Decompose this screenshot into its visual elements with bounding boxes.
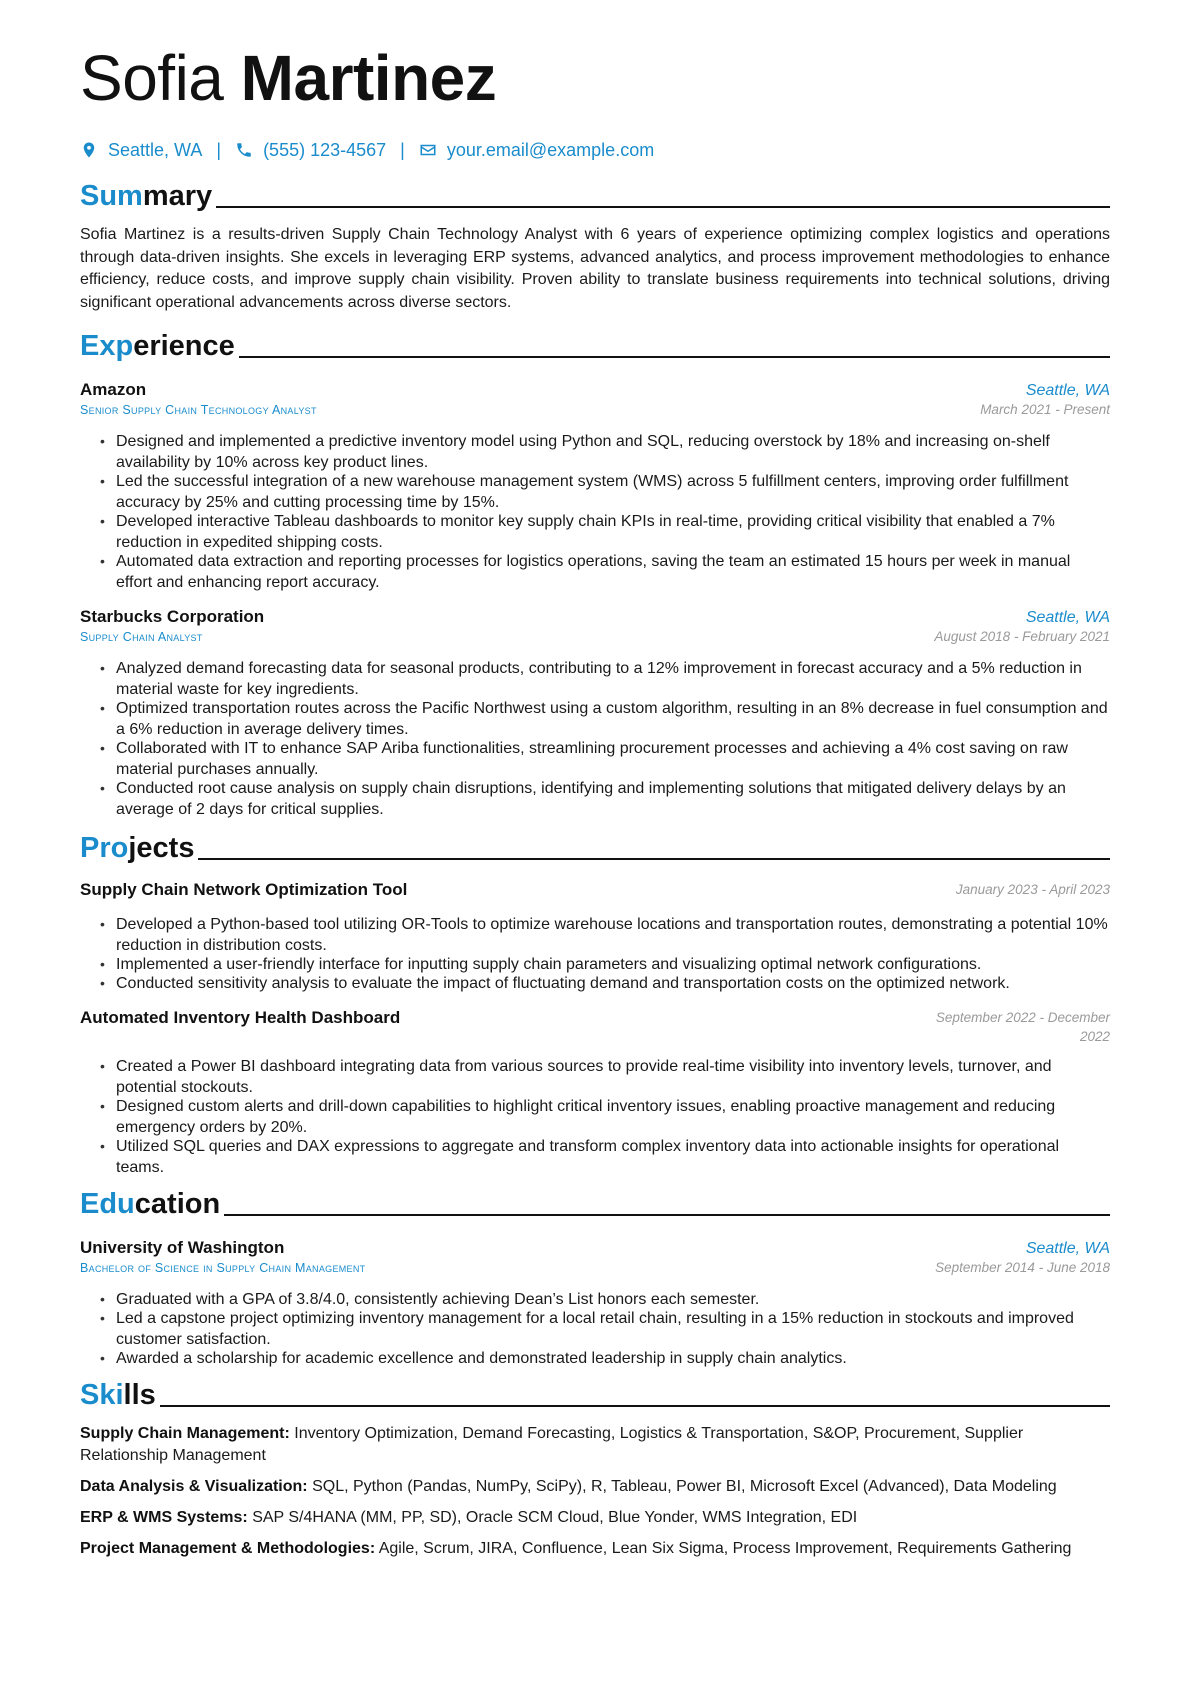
- summary-heading: [80, 174, 1110, 214]
- project-entry: [80, 880, 1110, 994]
- skill-value: Inventory Optimization, Demand Forecasting, Logistics & Transportation, S&OP, Procurement, Supplier Relationship Management: [80, 1425, 1024, 1464]
- map-pin-icon: [80, 141, 98, 159]
- project-name: Supply Chain Network Optimization Tool: [80, 880, 408, 899]
- contact-phone[interactable]: [235, 140, 386, 161]
- company-name: Starbucks Corporation: [80, 607, 265, 626]
- list-item: • Conducted sensitivity analysis to evaluate the impact of fluctuating demand and transportation costs on the optimized network.: [116, 973, 1110, 994]
- list-item: • Utilized SQL queries and DAX expressions to aggregate and transform complex inventory data into actionable insights for operational teams.: [116, 1136, 1110, 1178]
- project-name: Automated Inventory Health Dashboard: [80, 1008, 401, 1027]
- projects-title-rest: jects: [128, 832, 195, 864]
- summary-text: Sofia Martinez is a results-driven Supply Chain Technology Analyst with 6 years of experience optimizing complex logistics and operations through data-driven insights. She excels in leveraging ERP systems, advanced analytics, and process improvement methodologies to enhance efficiency, reduce costs, and improve supply chain visibility. Proven ability to translate business requirements into technical solutions, driving significant operational advancements across diverse sectors.: [80, 226, 1110, 311]
- skills-title-accent: Ski: [80, 1379, 124, 1411]
- skills-heading: [80, 1373, 1110, 1413]
- list-item: • Implemented a user-friendly interface for inputting supply chain parameters and visualizing optimal network configurations.: [116, 954, 1110, 975]
- school-name: University of Washington: [80, 1238, 285, 1257]
- contact-separator: |: [216, 139, 222, 160]
- last-name: Martinez: [240, 42, 497, 114]
- education-date: September 2014 - June 2018: [935, 1260, 1110, 1275]
- list-item: • Designed custom alerts and drill-down capabilities to highlight critical inventory issues, enabling proactive management and reducing emergency orders by 20%.: [116, 1096, 1110, 1138]
- education-bullets: [80, 1289, 1110, 1369]
- skill-line: [80, 1476, 1110, 1498]
- list-item: • Graduated with a GPA of 3.8/4.0, consistently achieving Dean’s List honors each semester.: [116, 1289, 1110, 1310]
- list-item: • Automated data extraction and reporting processes for logistics operations, saving the team an estimated 15 hours per week in manual effort and enhancing report accuracy.: [116, 551, 1110, 593]
- skill-value: Agile, Scrum, JIRA, Confluence, Lean Six Sigma, Process Improvement, Requirements Gathering: [378, 1540, 1072, 1557]
- experience-title-rest: erience: [133, 330, 235, 362]
- job-bullets: [80, 431, 1110, 593]
- phone-text: (555) 123-4567: [263, 139, 387, 160]
- first-name: Sofia: [80, 42, 224, 114]
- location-text: Seattle, WA: [108, 139, 203, 160]
- job-date: March 2021 - Present: [980, 402, 1110, 417]
- school-location: Seattle, WA: [1025, 1240, 1110, 1257]
- project-entry: [80, 1008, 1110, 1178]
- job-role: Senior Supply Chain Technology Analyst: [80, 403, 317, 417]
- contact-bar: [80, 138, 1110, 162]
- job-location: Seattle, WA: [1025, 609, 1110, 626]
- list-item: • Created a Power BI dashboard integrating data from various sources to provide real-time visibility into inventory levels, turnover, and potential stockouts.: [116, 1056, 1110, 1098]
- project-bullets: [80, 914, 1110, 994]
- education-entry: [80, 1238, 1110, 1369]
- skill-label: Project Management & Methodologies:: [80, 1540, 376, 1557]
- degree-name: Bachelor of Science in Supply Chain Management: [80, 1261, 366, 1275]
- job-role: Supply Chain Analyst: [80, 630, 203, 644]
- job-date: August 2018 - February 2021: [934, 629, 1110, 644]
- projects-title-accent: Pro: [80, 832, 129, 864]
- list-item: • Analyzed demand forecasting data for seasonal products, contributing to a 12% improvement in forecast accuracy and a 5% reduction in material waste for key ingredients.: [116, 658, 1110, 700]
- contact-separator: |: [400, 139, 405, 160]
- section-rule: [239, 356, 1110, 358]
- education-title-rest: cation: [134, 1188, 221, 1220]
- email-text: your.email@example.com: [446, 139, 655, 160]
- job-bullets: [80, 658, 1110, 820]
- list-item: • Developed interactive Tableau dashboards to monitor key supply chain KPIs in real-time, providing critical visibility that enabled a 7% reduction in expedited shipping costs.: [116, 511, 1110, 553]
- project-bullets: [80, 1056, 1110, 1178]
- skills-title-rest: lls: [123, 1379, 156, 1411]
- company-name: Amazon: [80, 380, 147, 399]
- skill-value: SQL, Python (Pandas, NumPy, SciPy), R, Tableau, Power BI, Microsoft Excel (Advanced), Data Modeling: [312, 1478, 1057, 1495]
- contact-email[interactable]: [419, 140, 654, 161]
- experience-title-accent: Exp: [80, 330, 134, 362]
- list-item: • Conducted root cause analysis on supply chain disruptions, identifying and implementing solutions that mitigated delivery delays by an average of 2 days for critical supplies.: [116, 778, 1110, 820]
- education-title-accent: Edu: [80, 1188, 135, 1220]
- experience-heading: [80, 324, 1110, 364]
- list-item: • Awarded a scholarship for academic excellence and demonstrated leadership in supply chain analytics.: [116, 1348, 1110, 1369]
- phone-icon: [235, 141, 253, 159]
- section-rule: [198, 858, 1110, 860]
- list-item: • Collaborated with IT to enhance SAP Ariba functionalities, streamlining procurement processes and achieving a 4% cost saving on raw material purchases annually.: [116, 738, 1110, 780]
- skill-label: Data Analysis & Visualization:: [80, 1478, 308, 1495]
- project-date: January 2023 - April 2023: [955, 882, 1110, 897]
- job-location: Seattle, WA: [1025, 382, 1110, 399]
- list-item: • Developed a Python-based tool utilizing OR-Tools to optimize warehouse locations and transportation routes, demonstrating a potential 10% reduction in distribution costs.: [116, 914, 1110, 956]
- experience-entry: [80, 607, 1110, 820]
- candidate-name: [80, 40, 1110, 116]
- skill-line: [80, 1423, 1110, 1467]
- skill-label: ERP & WMS Systems:: [80, 1509, 248, 1526]
- section-rule: [224, 1214, 1110, 1216]
- section-rule: [160, 1405, 1110, 1407]
- list-item: • Led a capstone project optimizing inventory management for a local retail chain, resulting in a 15% reduction in stockouts and improved customer satisfaction.: [116, 1308, 1110, 1350]
- list-item: • Optimized transportation routes across the Pacific Northwest using a custom algorithm, resulting in an 8% decrease in fuel consumption and a 6% reduction in average delivery times.: [116, 698, 1110, 740]
- project-date: September 2022 - December 2022: [935, 1010, 1110, 1044]
- list-item: • Designed and implemented a predictive inventory model using Python and SQL, reducing overstock by 18% and increasing on-shelf availability by 10% across key product lines.: [116, 431, 1110, 473]
- skill-value: SAP S/4HANA (MM, PP, SD), Oracle SCM Cloud, Blue Yonder, WMS Integration, EDI: [252, 1509, 858, 1526]
- skill-line: [80, 1507, 1110, 1529]
- summary-title-accent: Sum: [80, 180, 143, 212]
- experience-entry: [80, 380, 1110, 593]
- list-item: • Led the successful integration of a new warehouse management system (WMS) across 5 fulfillment centers, improving order fulfillment accuracy by 25% and cutting processing time by 15%.: [116, 471, 1110, 513]
- skill-label: Supply Chain Management:: [80, 1425, 290, 1442]
- education-heading: [80, 1182, 1110, 1222]
- contact-location: [80, 140, 202, 161]
- section-rule: [216, 206, 1110, 208]
- projects-heading: [80, 826, 1110, 866]
- summary-title-rest: mary: [142, 180, 213, 212]
- skill-line: [80, 1538, 1110, 1560]
- envelope-icon: [419, 141, 437, 159]
